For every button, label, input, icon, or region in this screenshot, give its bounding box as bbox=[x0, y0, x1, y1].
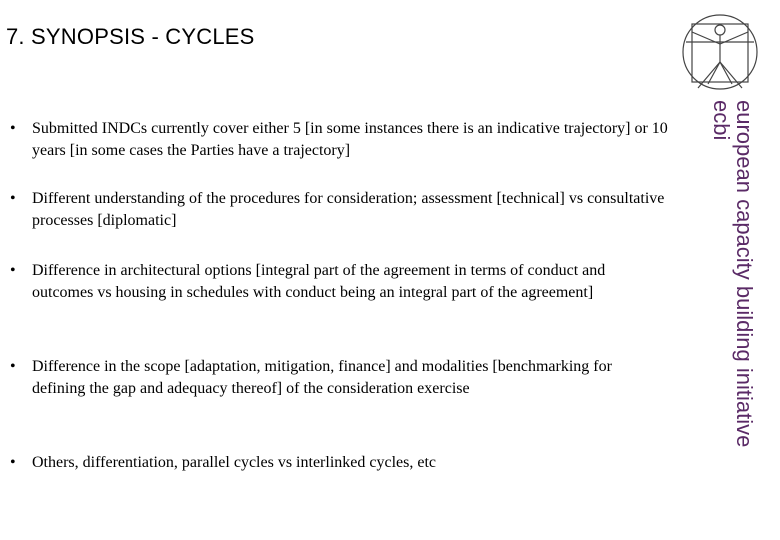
bullet-text: Others, differentiation, parallel cycles vs interlinked cycles, etc bbox=[32, 454, 436, 471]
organization-acronym: ecbi bbox=[709, 100, 734, 141]
organization-sidebar bbox=[694, 100, 756, 520]
organization-name: european capacity building initiative bbox=[732, 100, 757, 448]
bullet-marker: • bbox=[10, 190, 16, 207]
list-item bbox=[8, 356, 668, 400]
bullet-marker: • bbox=[10, 262, 16, 279]
list-item bbox=[8, 188, 668, 232]
bullet-text: Difference in the scope [adaptation, mitigation, finance] and modalities [benchmarking for defining the gap and adequacy thereof] of the consideration exercise bbox=[32, 358, 612, 397]
bullet-text: Submitted INDCs currently cover either 5 [in some instances there is an indicative trajectory] or 10 years [in some cases the Parties have a trajectory] bbox=[32, 120, 668, 159]
bullet-marker: • bbox=[10, 120, 16, 137]
bullet-marker: • bbox=[10, 454, 16, 471]
list-item bbox=[8, 260, 668, 304]
bullet-marker: • bbox=[10, 358, 16, 375]
bullet-text: Difference in architectural options [integral part of the agreement in terms of conduct and outcomes vs housing in schedules with conduct being an integral part of the agreement] bbox=[32, 262, 606, 301]
slide-title: 7. SYNOPSIS - CYCLES bbox=[6, 24, 255, 49]
list-item bbox=[8, 118, 668, 162]
bullet-text: Different understanding of the procedures for consideration; assessment [technical] vs consultative processes [diplomatic] bbox=[32, 190, 665, 229]
list-item bbox=[8, 452, 668, 474]
vitruvian-man-icon bbox=[678, 12, 762, 98]
